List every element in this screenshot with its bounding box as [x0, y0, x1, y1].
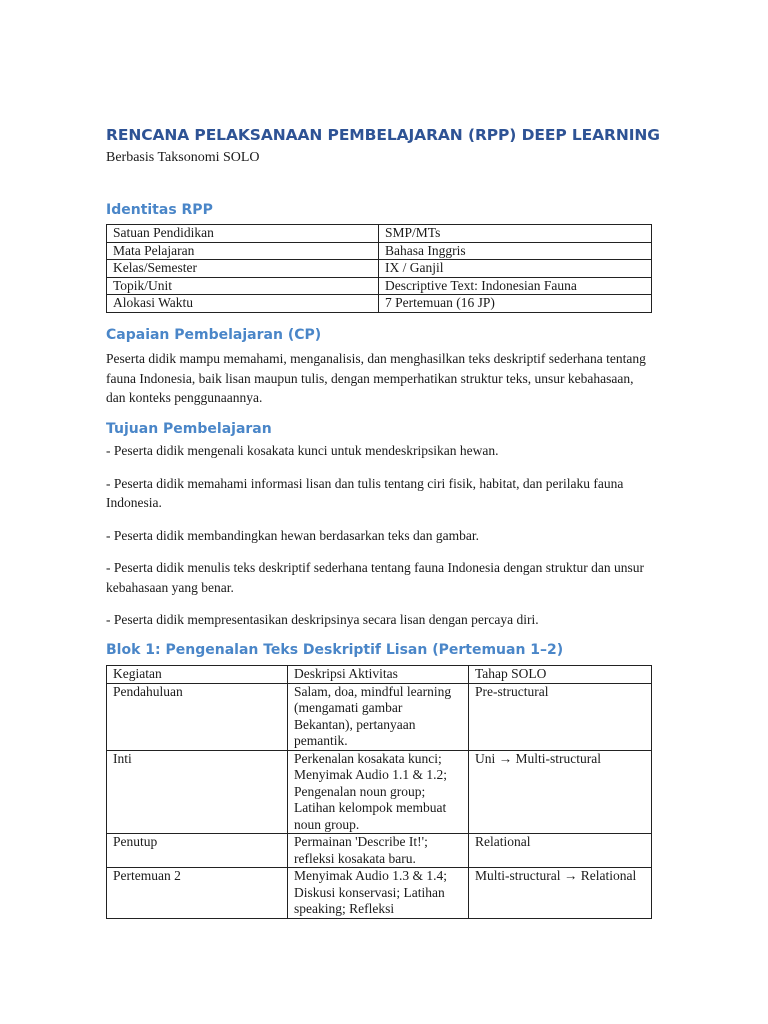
tujuan-section	[106, 419, 651, 630]
document-title: RENCANA PELAKSANAAN PEMBELAJARAN (RPP) DEEP LEARNING	[106, 126, 660, 144]
identitas-label: Kelas/Semester	[107, 260, 379, 278]
blok1-heading: Blok 1: Pengenalan Teks Deskriptif Lisan (Pertemuan 1–2)	[106, 642, 564, 658]
identitas-label: Mata Pelajaran	[107, 242, 379, 260]
tujuan-item: - Peserta didik menulis teks deskriptif sederhana tentang fauna Indonesia dengan struktur dan unsur kebahasaan yang benar.	[106, 560, 644, 595]
capaian-section	[106, 325, 651, 408]
deskripsi-cell: Perkenalan kosakata kunci; Menyimak Audio 1.1 & 1.2; Pengenalan noun group; Latihan kelompok membuat noun group.	[288, 750, 469, 834]
table-row	[107, 277, 652, 295]
identitas-label: Satuan Pendidikan	[107, 225, 379, 243]
kegiatan-cell: Penutup	[107, 834, 288, 868]
blok1-table	[106, 665, 652, 919]
deskripsi-cell: Salam, doa, mindful learning (mengamati gambar Bekantan), pertanyaan pemantik.	[288, 683, 469, 750]
table-row	[107, 295, 652, 313]
table-row	[107, 683, 652, 750]
tahap-cell: Pre-structural	[469, 683, 652, 750]
tujuan-item: - Peserta didik membandingkan hewan berdasarkan teks dan gambar.	[106, 527, 480, 543]
identitas-value: SMP/MTs	[379, 225, 652, 243]
tujuan-heading: Tujuan Pembelajaran	[106, 421, 272, 437]
capaian-text: Peserta didik mampu memahami, menganalisis, dan menghasilkan teks deskriptif sederhana tentang fauna Indonesia, baik lisan maupun tulis, dengan memperhatikan struktur teks, unsur kebahasaan, dan konteks penggunaannya.	[106, 351, 646, 405]
tujuan-item: - Peserta didik memahami informasi lisan dan tulis tentang ciri fisik, habitat, dan perilaku fauna Indonesia.	[106, 475, 624, 510]
identitas-value: Descriptive Text: Indonesian Fauna	[379, 277, 652, 295]
table-row	[107, 868, 652, 919]
tahap-cell: Relational	[469, 834, 652, 868]
table-row	[107, 260, 652, 278]
capaian-heading: Capaian Pembelajaran (CP)	[106, 327, 322, 343]
table-row	[107, 834, 652, 868]
blok1-section	[106, 640, 651, 919]
identitas-value: 7 Pertemuan (16 JP)	[379, 295, 652, 313]
document-subtitle: Berbasis Taksonomi SOLO	[106, 150, 260, 165]
table-row	[107, 225, 652, 243]
tujuan-item: - Peserta didik mengenali kosakata kunci untuk mendeskripsikan hewan.	[106, 443, 499, 458]
table-row	[107, 750, 652, 834]
identitas-section	[106, 200, 651, 313]
table-row	[107, 242, 652, 260]
identitas-label: Topik/Unit	[107, 277, 379, 295]
tujuan-item: - Peserta didik mempresentasikan deskripsinya secara lisan dengan percaya diri.	[106, 612, 539, 627]
deskripsi-cell: Permainan 'Describe It!'; refleksi kosakata baru.	[288, 834, 469, 868]
kegiatan-cell: Pendahuluan	[107, 683, 288, 750]
tahap-cell: Uni → Multi-structural	[469, 750, 652, 834]
identitas-table	[106, 224, 652, 313]
identitas-value: IX / Ganjil	[379, 260, 652, 278]
kegiatan-cell: Pertemuan 2	[107, 868, 288, 919]
identitas-value: Bahasa Inggris	[379, 242, 652, 260]
column-header: Kegiatan	[107, 666, 288, 684]
table-header-row	[107, 666, 652, 684]
column-header: Deskripsi Aktivitas	[288, 666, 469, 684]
deskripsi-cell: Menyimak Audio 1.3 & 1.4; Diskusi konservasi; Latihan speaking; Refleksi	[288, 868, 469, 919]
tahap-cell: Multi-structural → Relational	[469, 868, 652, 919]
column-header: Tahap SOLO	[469, 666, 652, 684]
identitas-heading: Identitas RPP	[106, 202, 213, 218]
identitas-label: Alokasi Waktu	[107, 295, 379, 313]
kegiatan-cell: Inti	[107, 750, 288, 834]
